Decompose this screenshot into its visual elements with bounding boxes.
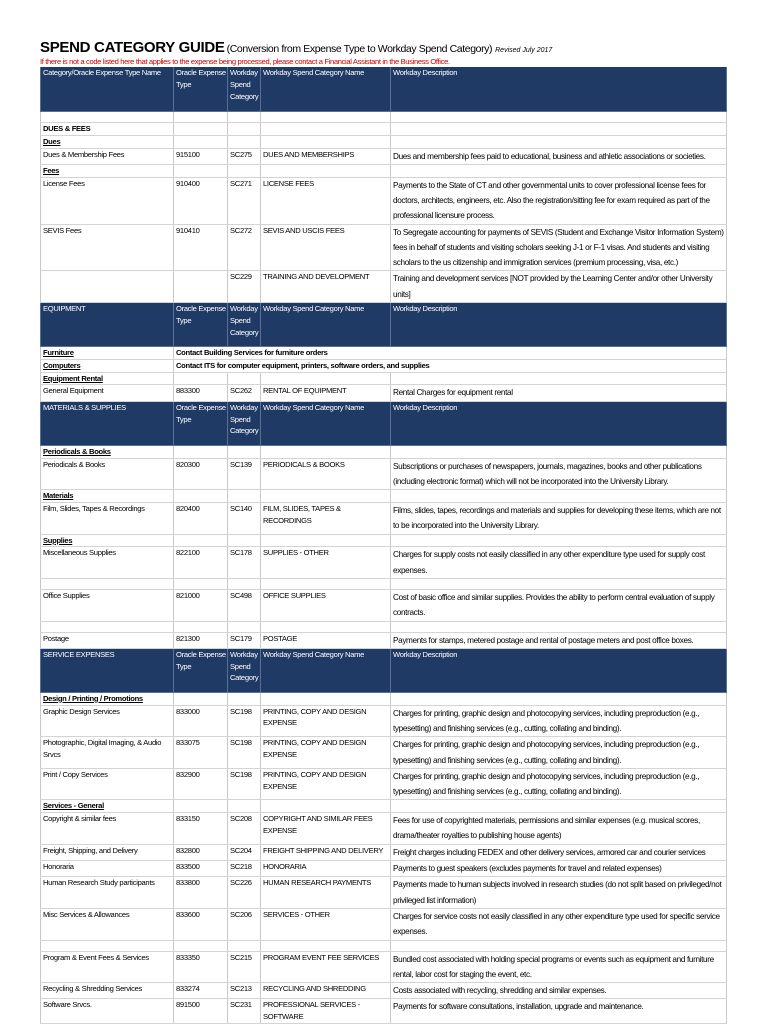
header-oracle-type: Oracle Expense Type	[174, 67, 228, 112]
revision-date: Revised July 2017	[495, 47, 553, 54]
table-row: Photographic, Digital Imaging, & Audio Srvcs 833075 SC198 PRINTING, COPY AND DESIGN EXPENSE Charges for printing, graphic design and photocopying services, including preproduction (e.g., typesetting) and finishing services (e.g., cutting, collating and binding).	[41, 737, 727, 769]
table-row: Office Supplies 821000 SC498 OFFICE SUPPLIES Cost of basic office and similar supplies. Provides the ability to perform central evaluation of supply contracts.	[41, 589, 727, 621]
table-row: Film, Slides, Tapes & Recordings 820400 SC140 FILM, SLIDES, TAPES & RECORDINGS Films, slides, tapes, recordings and materials and supplies for developing these items, which are not to be incorporated into the University Library.	[41, 502, 727, 534]
table-row: Periodicals & Books 820300 SC139 PERIODICALS & BOOKS Subscriptions or purchases of newspapers, journals, magazines, books and other publications (including electronic format) which will not be incorporated into the University Library.	[41, 458, 727, 490]
table-row: General Equipment 883300 SC262 RENTAL OF EQUIPMENT Rental Charges for equipment rental	[41, 385, 727, 401]
group-design-printing: Design / Printing / Promotions	[41, 692, 727, 705]
spacer-row	[41, 578, 727, 589]
page-subtitle: (Conversion from Expense Type to Workday Spend Category)	[226, 43, 493, 55]
group-services-general: Services - General	[41, 800, 727, 813]
table-row: Postage 821300 SC179 POSTAGE Payments for stamps, metered postage and rental of postage meters and post office boxes.	[41, 632, 727, 648]
table-row: Print / Copy Services 832900 SC198 PRINTING, COPY AND DESIGN EXPENSE Charges for printing, graphic design and photocopying services, including preproduction (e.g., typesetting) and finishing services (e.g., cutting, collating and binding).	[41, 768, 727, 800]
header-category: Category/Oracle Expense Type Name	[41, 67, 174, 112]
spacer-row	[41, 112, 727, 123]
table-row: Software Srvcs. 891500 SC231 PROFESSIONAL SERVICES - SOFTWARE Payments for software consultations, installation, upgrade and maintenance.	[41, 999, 727, 1024]
spacer-row	[41, 940, 727, 951]
table-row: Furniture Contact Building Services for furniture orders	[41, 347, 727, 360]
contact-notice: If there is not a code listed here that applies to the expense being processed, please contact a Financial Assistant in the Business Office.	[40, 57, 450, 66]
header-workday-description: Workday Description	[391, 67, 727, 112]
table-header-row	[41, 67, 727, 112]
document-page	[40, 38, 726, 1024]
group-materials: Materials	[41, 490, 727, 503]
group-equipment-rental: Equipment Rental	[41, 372, 727, 385]
table-row: License Fees 910400 SC271 LICENSE FEES Payments to the State of CT and other governmental units to cover professional license fees for doctors, architects, engineers, etc. Also the registration/sitting fee for exam required as part of the professional licensure process.	[41, 177, 727, 224]
group-dues: Dues	[41, 135, 727, 148]
table-row: Copyright & similar fees 833150 SC208 COPYRIGHT AND SIMILAR FEES EXPENSE Fees for use of copyrighted materials, permissions and similar expenses (e.g. musical scores, drama/theater royalties to publishing house agents)	[41, 813, 727, 845]
table-row: Honoraria 833500 SC218 HONORARIA Payments to guest speakers (excludes payments for travel and related expenses)	[41, 861, 727, 877]
spacer-row	[41, 621, 727, 632]
table-row: SEVIS Fees 910410 SC272 SEVIS AND USCIS FEES To Segregate accounting for payments of SEVIS (Student and Exchange Visitor Information System) fees in behalf of students and visiting scholars seeking J-1 or F-1 visas. And students and visiting scholars to the us citizenship and immigration services (premium processing, visa, etc.)	[41, 224, 727, 271]
table-row: SC229 TRAINING AND DEVELOPMENT Training and development services [NOT provided by the Learning Center and/or other University units]	[41, 271, 727, 303]
header-workday-spend-category: Workday Spend Category	[228, 67, 261, 112]
group-supplies: Supplies	[41, 534, 727, 547]
table-row: Misc Services & Allowances 833600 SC206 SERVICES - OTHER Charges for service costs not easily classified in any other expenditure type used for specific service expenses.	[41, 908, 727, 940]
header-spend-category-name: Workday Spend Category Name	[261, 67, 391, 112]
table-row: Human Research Study participants 833800 SC226 HUMAN RESEARCH PAYMENTS Payments made to human subjects involved in research studies (do not split based on privileged/not privileged list information)	[41, 877, 727, 909]
table-row: Computers Contact ITS for computer equipment, printers, software orders, and supplies	[41, 359, 727, 372]
table-row: Program & Event Fees & Services 833350 SC215 PROGRAM EVENT FEE SERVICES Bundled cost associated with holding special programs or events such as equipment and furniture rental, labor cost for staging the event, etc.	[41, 951, 727, 983]
section-header-services: SERVICE EXPENSES Oracle Expense Type Workday Spend Category Workday Spend Category Name Workday Description	[41, 648, 727, 692]
section-dues-fees: DUES & FEES	[41, 123, 727, 136]
table-row: Freight, Shipping, and Delivery 832800 SC204 FREIGHT SHIPPING AND DELIVERY Freight charges including FEDEX and other delivery services, armored car and courier services	[41, 844, 727, 860]
table-row: Dues & Membership Fees 915100 SC275 DUES AND MEMBERSHIPS Dues and membership fees paid to educational, business and athletic associations or societies.	[41, 148, 727, 164]
section-header-materials: MATERIALS & SUPPLIES Oracle Expense Type Workday Spend Category Workday Spend Category Name Workday Description	[41, 401, 727, 445]
title-line	[40, 38, 726, 57]
section-header-equipment: EQUIPMENT Oracle Expense Type Workday Spend Category Workday Spend Category Name Workday Description	[41, 303, 727, 347]
table-row: Graphic Design Services 833000 SC198 PRINTING, COPY AND DESIGN EXPENSE Charges for printing, graphic design and photocopying services, including preproduction (e.g., typesetting) and finishing services (e.g., cutting, collating and binding).	[41, 705, 727, 737]
group-fees: Fees	[41, 164, 727, 177]
group-periodicals: Periodicals & Books	[41, 445, 727, 458]
table-row: Recycling & Shredding Services 833274 SC213 RECYCLING AND SHREDDING Costs associated with recycling, shredding and similar expenses.	[41, 983, 727, 999]
table-row: Miscellaneous Supplies 822100 SC178 SUPPLIES - OTHER Charges for supply costs not easily classified in any other expenditure type used for supply cost expenses.	[41, 547, 727, 579]
spend-category-table	[40, 67, 727, 1024]
page-title: SPEND CATEGORY GUIDE	[40, 39, 225, 56]
